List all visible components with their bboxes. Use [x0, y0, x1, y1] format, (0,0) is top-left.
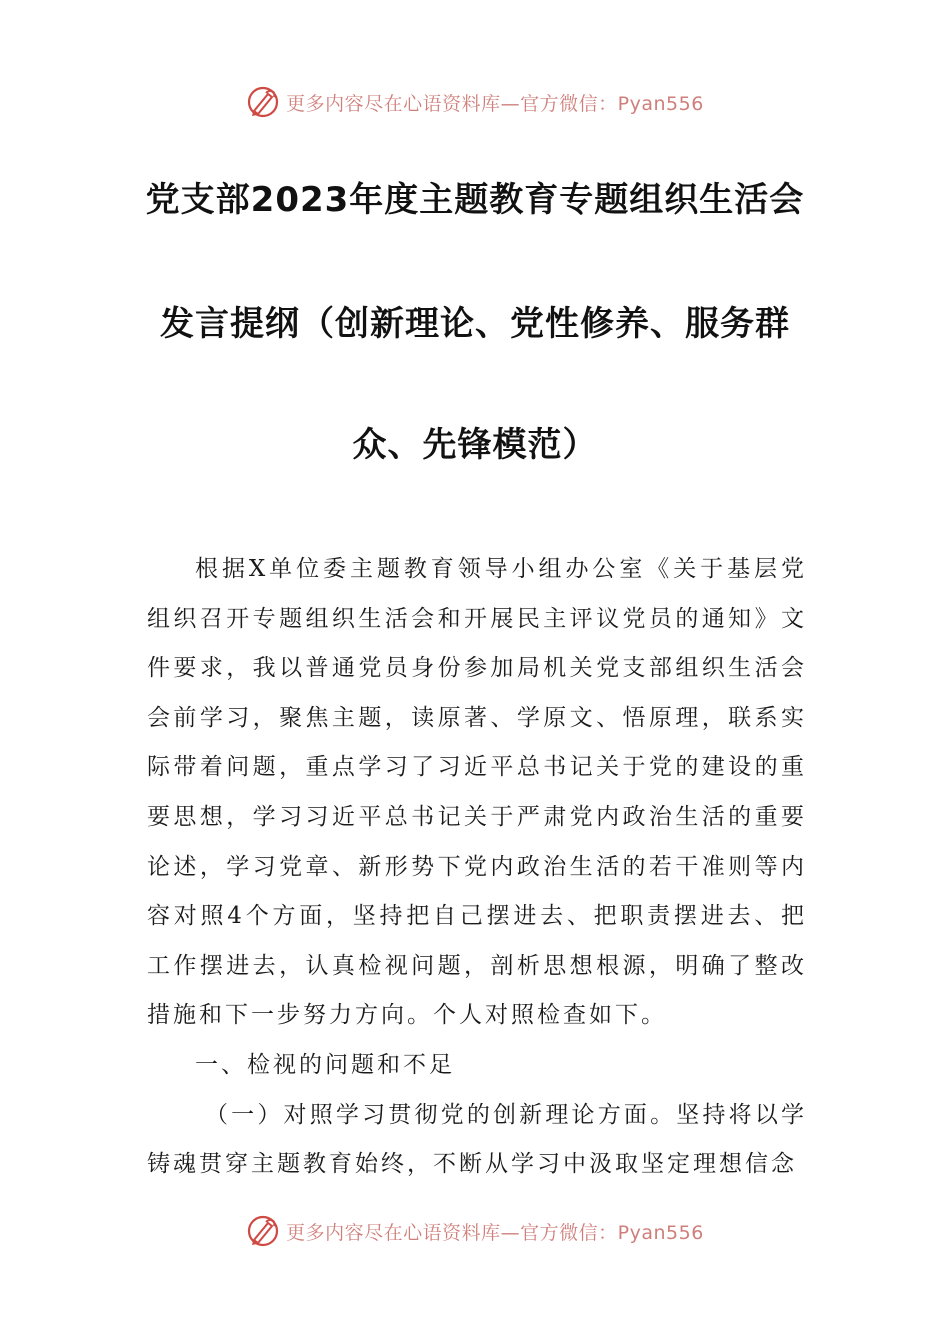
watermark-footer — [0, 1211, 950, 1251]
document-title-line-3: 众、先锋模范） — [352, 425, 598, 465]
section-paragraph: （一）对照学习贯彻党的创新理论方面。坚持将以学铸魂贯穿主题教育始终，不断从学习中汲取坚定理想信念 — [147, 1101, 807, 1178]
watermark-text: 更多内容尽在心语资料库—官方微信：Pyan556 — [286, 1221, 704, 1244]
document-title-line-2: 发言提纲（创新理论、党性修养、服务群 — [160, 304, 790, 344]
watermark-text: 更多内容尽在心语资料库—官方微信：Pyan556 — [286, 92, 704, 115]
pen-logo-icon — [246, 1214, 280, 1248]
pen-logo-icon — [246, 85, 280, 119]
document-title-line-1: 党支部2023年度主题教育专题组织生活会 — [145, 180, 805, 220]
watermark-header — [0, 82, 950, 122]
document-body — [147, 545, 807, 1190]
section-heading: 一、检视的问题和不足 — [195, 1051, 455, 1078]
intro-paragraph: 根据X单位委主题教育领导小组办公室《关于基层党组织召开专题组织生活会和开展民主评议党员的通知》文件要求，我以普通党员身份参加局机关党支部组织生活会会前学习，聚焦主题，读原著、学原文、悟原理，联系实际带着问题，重点学习了习近平总书记关于党的建设的重要思想，学习习近平总书记关于严肃党内政治生活的重要论述，学习党章、新形势下党内政治生活的若干准则等内容对照4个方面，坚持把自己摆进去、把职责摆进去、把工作摆进去，认真检视问题，剖析思想根源，明确了整改措施和下一步努力方向。个人对照检查如下。 — [147, 556, 807, 1029]
